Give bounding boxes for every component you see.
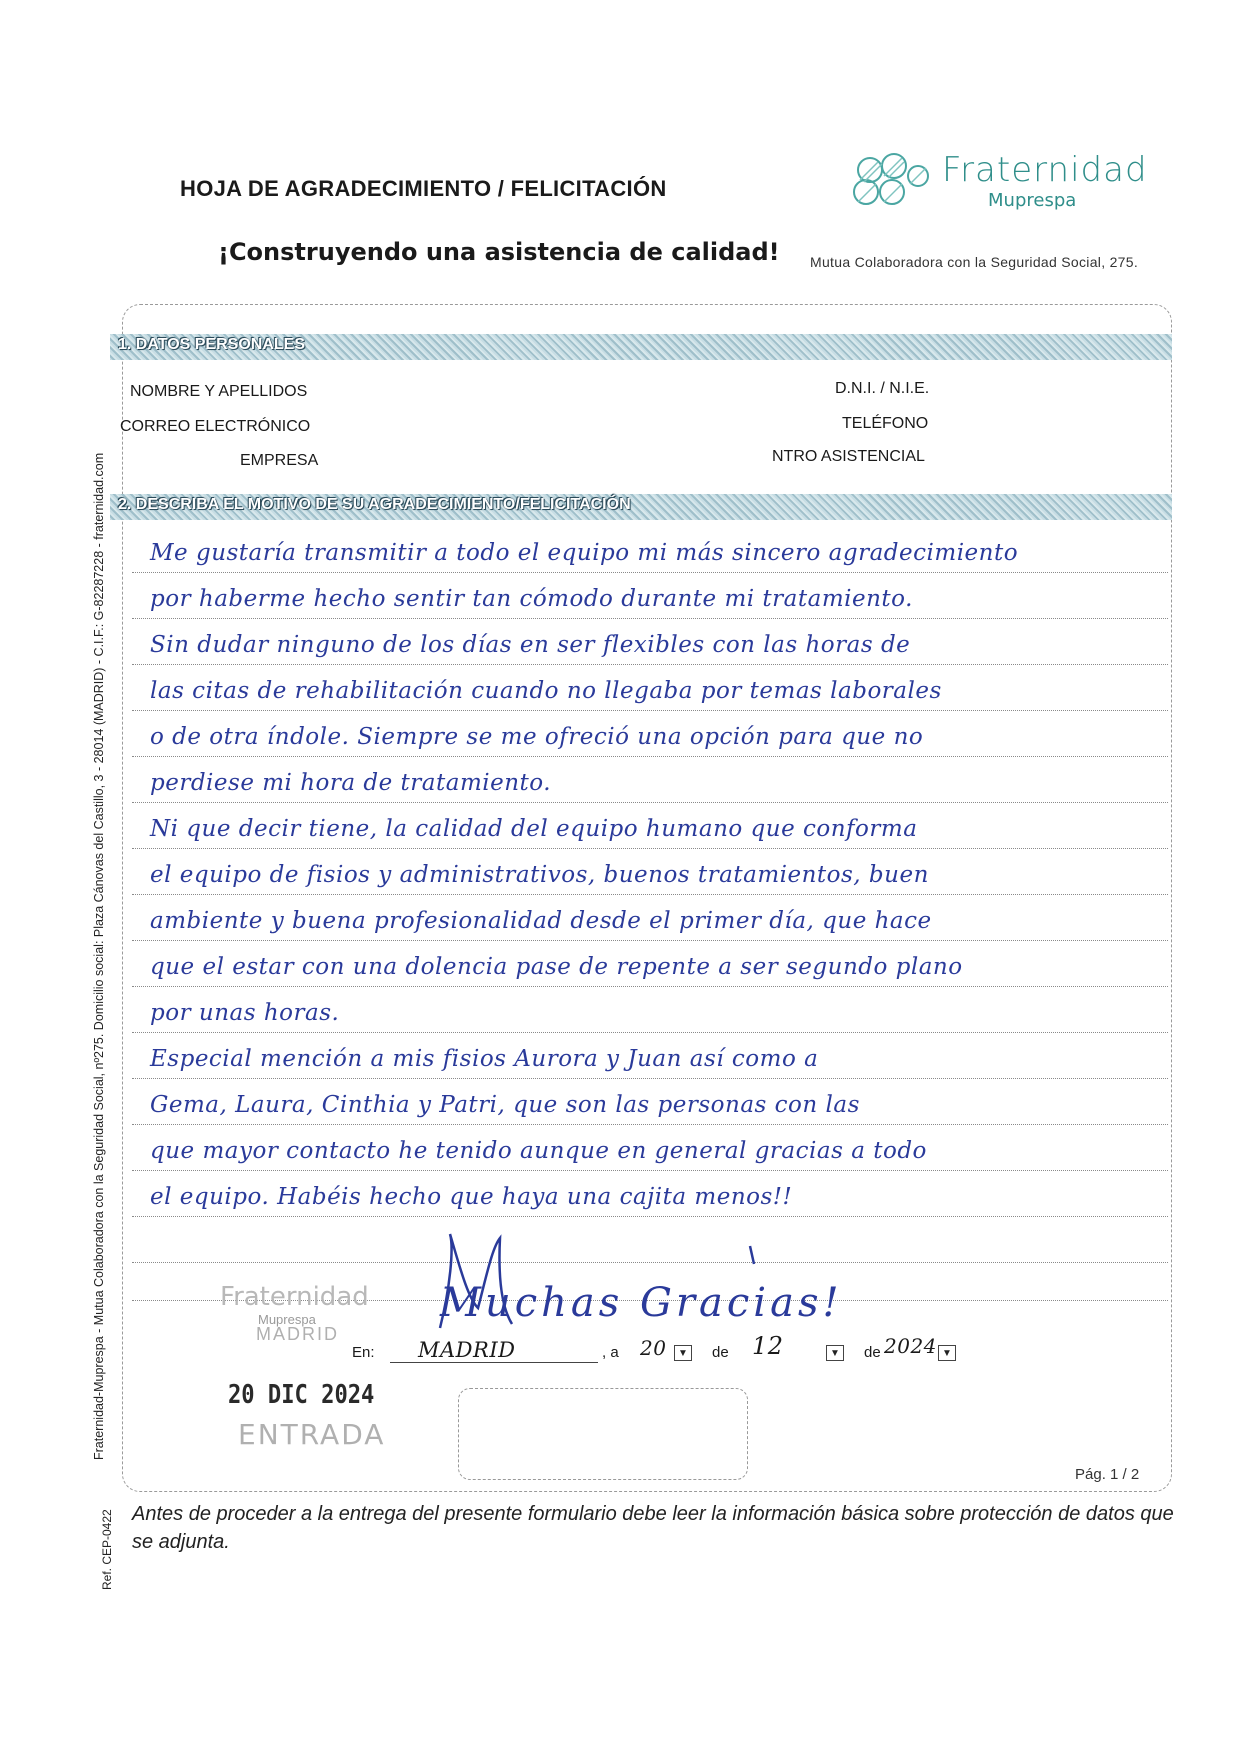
handwritten-line: por haberme hecho sentir tan cómodo durante mi tratamiento.	[150, 586, 913, 612]
reference-code: Ref. CEP-0422	[100, 1509, 114, 1590]
de-label: de	[712, 1344, 729, 1361]
year-dropdown-icon[interactable]: ▼	[938, 1345, 956, 1361]
fraternidad-logo-icon	[840, 150, 940, 214]
handwritten-line: Especial mención a mis fisios Aurora y Juan así como a	[150, 1046, 819, 1072]
handwritten-line: perdiese mi hora de tratamiento.	[150, 770, 552, 796]
signature-box	[458, 1388, 748, 1480]
mutua-caption: Mutua Colaboradora con la Seguridad Social, 275.	[810, 254, 1139, 270]
stamp-logo-text: Fraternidad	[220, 1282, 369, 1312]
ruled-line	[132, 848, 1168, 849]
year-field[interactable]: 2024	[884, 1334, 937, 1358]
month-dropdown-icon[interactable]: ▼	[826, 1345, 844, 1361]
a-label: , a	[602, 1344, 619, 1361]
ruled-line	[132, 802, 1168, 803]
field-dni-label: D.N.I. / N.I.E.	[835, 380, 930, 397]
handwritten-line: las citas de rehabilitación cuando no llegaba por temas laborales	[150, 678, 942, 704]
ruled-line	[132, 710, 1168, 711]
ruled-line	[132, 1216, 1168, 1217]
side-legal-text: Fraternidad-Muprespa - Mutua Colaboradora con la Seguridad Social, nº275. Domicilio social: Plaza Cánovas del Castillo, 3 - 28014 (MADRID) - C.I.F.: G-82287228 - fraternidad.com	[92, 452, 106, 1460]
section-reason-header	[110, 494, 1172, 520]
ruled-line	[132, 940, 1168, 941]
page-number: Pág. 1 / 2	[1075, 1466, 1140, 1483]
handwritten-line: Me gustaría transmitir a todo el equipo mi más sincero agradecimiento	[150, 540, 1019, 566]
handwritten-line: el equipo de fisios y administrativos, buenos tratamientos, buen	[150, 862, 929, 888]
ruled-line	[132, 894, 1168, 895]
ruled-line	[132, 618, 1168, 619]
field-company-label: EMPRESA	[240, 452, 319, 469]
ruled-line	[132, 1124, 1168, 1125]
ruled-line	[132, 1032, 1168, 1033]
handwritten-line: Gema, Laura, Cinthia y Patri, que son las personas con las	[150, 1092, 860, 1118]
handwritten-line: ambiente y buena profesionalidad desde el primer día, que hace	[150, 908, 932, 934]
section-reason-label: 2. DESCRIBA EL MOTIVO DE SU AGRADECIMIENTO/FELICITACIÓN	[118, 496, 631, 513]
stamp-entrada: ENTRADA	[238, 1418, 386, 1451]
signature-text: Muchas Gracias!	[440, 1280, 843, 1326]
field-email-label: CORREO ELECTRÓNICO	[120, 418, 311, 435]
field-name-label: NOMBRE Y APELLIDOS	[130, 383, 308, 400]
stamp-subtext: Muprespa	[258, 1312, 316, 1327]
stamp-date: 20 DIC 2024	[228, 1380, 375, 1410]
place-field[interactable]: MADRID	[390, 1338, 598, 1363]
logo-name: Fraternidad	[942, 150, 1148, 190]
handwritten-line: o de otra índole. Siempre se me ofreció una opción para que no	[150, 724, 924, 750]
ruled-line	[132, 572, 1168, 573]
section-personal-data-header	[110, 334, 1172, 360]
form-title: HOJA DE AGRADECIMIENTO / FELICITACIÓN	[180, 176, 667, 201]
data-protection-notice: Antes de proceder a la entrega del presente formulario debe leer la información básica sobre protección de datos que se adjunta.	[132, 1503, 1174, 1553]
ruled-line	[132, 756, 1168, 757]
logo-subname: Muprespa	[988, 190, 1077, 211]
handwritten-line: por unas horas.	[150, 1000, 340, 1026]
section-personal-data-label: 1. DATOS PERSONALES	[118, 336, 305, 353]
form-subtitle: ¡Construyendo una asistencia de calidad!	[218, 238, 780, 266]
day-dropdown-icon[interactable]: ▼	[674, 1345, 692, 1361]
field-phone-label: TELÉFONO	[842, 415, 929, 432]
handwritten-line: Ni que decir tiene, la calidad del equipo humano que conforma	[150, 816, 918, 842]
handwritten-line: que mayor contacto he tenido aunque en general gracias a todo	[150, 1138, 927, 1164]
stamp-city: MADRID	[256, 1324, 339, 1344]
handwritten-line: que el estar con una dolencia pase de repente a ser segundo plano	[150, 954, 963, 980]
field-center-label: ΝTRO ASISTENCIAL	[772, 448, 925, 465]
day-field[interactable]: 20	[640, 1336, 667, 1360]
de-label-2: de	[864, 1344, 881, 1361]
handwritten-line: el equipo. Habéis hecho que haya una cajita menos!!	[150, 1184, 793, 1210]
ruled-line	[132, 1170, 1168, 1171]
ruled-line	[132, 986, 1168, 987]
en-label: En:	[352, 1344, 375, 1361]
month-field[interactable]: 12	[752, 1332, 784, 1360]
ruled-line	[132, 1078, 1168, 1079]
handwritten-line: Sin dudar ninguno de los días en ser flexibles con las horas de	[150, 632, 911, 658]
ruled-line	[132, 664, 1168, 665]
